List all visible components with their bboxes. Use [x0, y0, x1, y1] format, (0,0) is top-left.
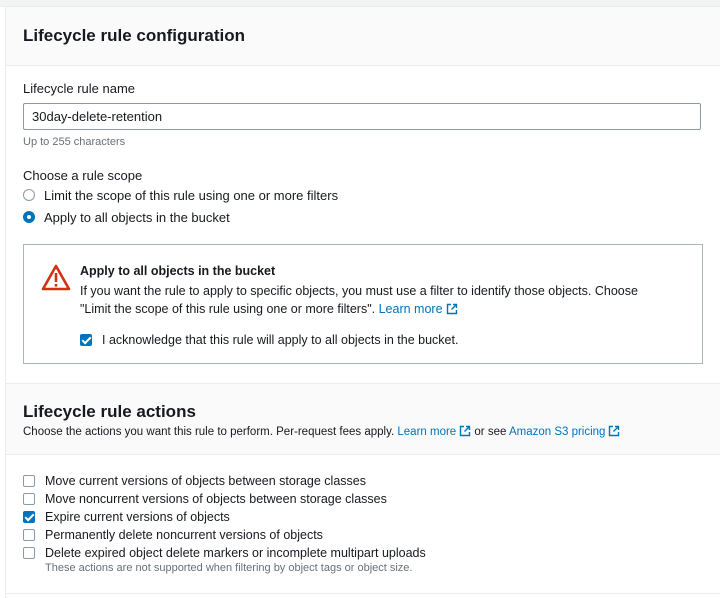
external-link-icon[interactable]: [459, 425, 471, 437]
warning-text-line1: If you want the rule to apply to specific objects, you must use a filter to identify those objects. Choose: [80, 284, 638, 298]
actions-or-see: or see: [474, 426, 507, 438]
warning-learn-more-link[interactable]: Learn more: [378, 302, 443, 316]
config-header: [6, 6, 720, 66]
radio-all-objects[interactable]: [23, 211, 35, 223]
action-move-noncurrent[interactable]: [23, 490, 387, 507]
acknowledge-row[interactable]: [80, 331, 458, 349]
scope-option-filters[interactable]: [23, 186, 338, 204]
rule-name-input[interactable]: [23, 103, 701, 130]
rule-scope-label: Choose a rule scope: [23, 168, 143, 183]
scope-option-all-objects-label: Apply to all objects in the bucket: [44, 209, 230, 225]
config-title: Lifecycle rule configuration: [23, 26, 245, 45]
s3-pricing-link[interactable]: Amazon S3 pricing: [508, 426, 606, 438]
action-delete-noncurrent-checkbox[interactable]: [23, 529, 35, 541]
rule-name-hint: Up to 255 characters: [23, 136, 126, 148]
rule-name-label: Lifecycle rule name: [23, 81, 135, 96]
radio-filters[interactable]: [23, 189, 35, 201]
action-delete-markers[interactable]: [23, 544, 426, 561]
actions-header: [6, 383, 720, 455]
external-link-icon[interactable]: [446, 303, 458, 315]
bottom-divider: [6, 593, 720, 594]
warning-text-line2: [80, 300, 680, 318]
action-delete-noncurrent[interactable]: [23, 526, 323, 543]
acknowledge-label: I acknowledge that this rule will apply to all objects in the bucket.: [102, 333, 459, 347]
warning-text-line2-body: "Limit the scope of this rule using one or more filters".: [80, 302, 376, 316]
actions-description-text: Choose the actions you want this rule to perform. Per-request fees apply.: [23, 426, 395, 438]
action-move-current[interactable]: [23, 472, 366, 489]
action-delete-markers-checkbox[interactable]: [23, 547, 35, 559]
action-move-current-label: Move current versions of objects between storage classes: [45, 473, 366, 488]
lifecycle-rule-page: [5, 6, 720, 598]
action-delete-noncurrent-label: Permanently delete noncurrent versions of objects: [45, 527, 323, 542]
warning-triangle-icon: [41, 264, 71, 291]
actions-note: These actions are not supported when filtering by object tags or object size.: [45, 562, 413, 574]
apply-all-warning: [23, 244, 703, 364]
actions-learn-more-link[interactable]: Learn more: [397, 426, 457, 438]
actions-description: [23, 425, 620, 438]
warning-title: Apply to all objects in the bucket: [80, 264, 276, 278]
action-expire-current-label: Expire current versions of objects: [45, 509, 230, 524]
action-move-noncurrent-label: Move noncurrent versions of objects between storage classes: [45, 491, 387, 506]
scope-option-all-objects[interactable]: [23, 208, 230, 226]
acknowledge-checkbox[interactable]: [80, 334, 92, 346]
action-expire-current-checkbox[interactable]: [23, 511, 35, 523]
external-link-icon[interactable]: [608, 425, 620, 437]
action-expire-current[interactable]: [23, 508, 230, 525]
actions-title: Lifecycle rule actions: [23, 402, 196, 421]
action-move-current-checkbox[interactable]: [23, 475, 35, 487]
action-delete-markers-label: Delete expired object delete markers or incomplete multipart uploads: [45, 545, 426, 560]
scope-option-filters-label: Limit the scope of this rule using one or more filters: [44, 187, 339, 203]
action-move-noncurrent-checkbox[interactable]: [23, 493, 35, 505]
warning-text: [80, 282, 680, 318]
